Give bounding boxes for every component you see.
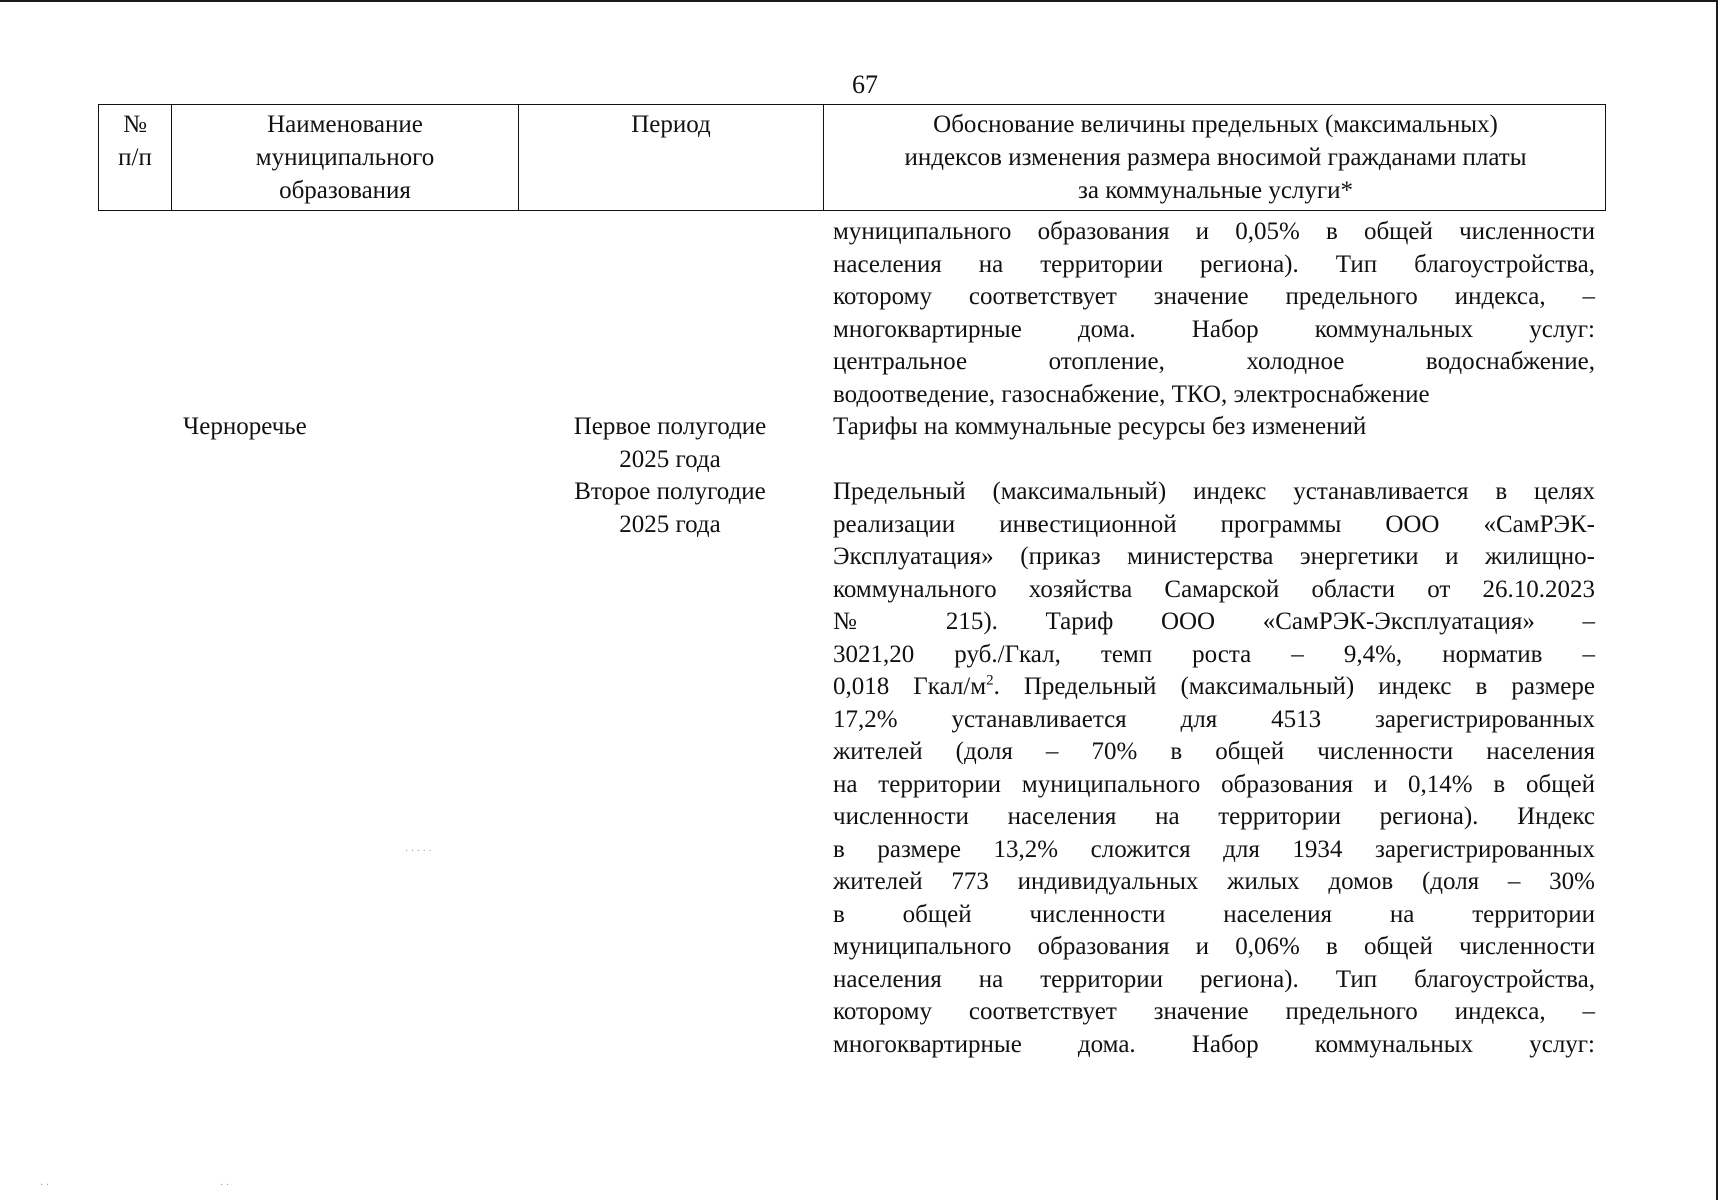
text-line: жителей (доля – 70% в общей численности населения: [833, 738, 1595, 765]
header-text: индексов изменения размера вносимой гражданами платы: [904, 144, 1527, 171]
text-line: 17,2% устанавливается для 4513 зарегистрированных: [833, 705, 1595, 733]
header-text: п/п: [118, 144, 152, 171]
page-number: 67: [852, 70, 878, 99]
first-half-justification: [833, 411, 1595, 444]
text-line: [833, 671, 1595, 704]
period-second-half: [540, 476, 800, 541]
text-line: муниципального образования и 0,06% в общей численности: [833, 933, 1595, 960]
text-line: многоквартирные дома. Набор коммунальных услуг:: [833, 315, 1595, 343]
header-text: №: [123, 111, 147, 138]
text-line: реализации инвестиционной программы ООО «СамРЭК-: [833, 510, 1595, 538]
text-line: коммунального хозяйства Самарской области от 26.10.2023: [833, 575, 1595, 603]
text-line: численности населения на территории региона). Индекс: [833, 803, 1595, 830]
text-line: населения на территории региона). Тип благоустройства,: [833, 965, 1595, 993]
text-line: Тарифы на коммунальные ресурсы без изменений: [833, 413, 1367, 440]
text-line: которому соответствует значение предельного индекса, –: [833, 998, 1595, 1025]
text-line: Предельный (максимальный) индекс устанавливается в целях: [833, 478, 1595, 505]
text-line: которому соответствует значение предельного индекса, –: [833, 283, 1595, 310]
municipality-name: Черноречье: [183, 413, 307, 440]
period-text: Второе полугодие: [574, 478, 766, 505]
scan-speck: · · · · ·: [405, 846, 432, 857]
text-fragment: 0,018 Гкал/м: [833, 673, 987, 700]
text-line: жителей 773 индивидуальных жилых домов (доля – 30%: [833, 868, 1595, 895]
header-text: за коммунальные услуги*: [1077, 177, 1354, 204]
text-line: многоквартирные дома. Набор коммунальных услуг:: [833, 1030, 1595, 1058]
scan-speck: · ·: [40, 1180, 50, 1191]
header-text: Обоснование величины предельных (максимальных): [933, 111, 1498, 138]
table-header: [98, 104, 1606, 211]
text-fragment: . Предельный (максимальный) индекс в размере: [993, 673, 1595, 700]
text-line: центральное отопление, холодное водоснабжение,: [833, 348, 1595, 375]
continuation-paragraph: [833, 216, 1595, 411]
header-col-justification: [823, 105, 1607, 210]
text-line: населения на территории региона). Тип благоустройства,: [833, 250, 1595, 278]
superscript: 2: [986, 672, 994, 689]
text-line: муниципального образования и 0,05% в общей численности: [833, 218, 1595, 245]
text-line: 3021,20 руб./Гкал, темп роста – 9,4%, норматив –: [833, 640, 1595, 668]
text-line: на территории муниципального образования и 0,14% в общей: [833, 770, 1595, 798]
text-line: № 215). Тариф ООО «СамРЭК-Эксплуатация» –: [833, 608, 1595, 635]
header-col-municipality: [171, 105, 518, 210]
text-line: Эксплуатация» (приказ министерства энергетики и жилищно-: [833, 543, 1595, 570]
period-text: 2025 года: [619, 445, 721, 473]
scan-speck: · ·: [220, 1180, 230, 1191]
period-first-half: [540, 411, 800, 476]
header-text: муниципального: [255, 144, 435, 171]
second-half-justification: [833, 476, 1595, 1061]
header-col-period: [518, 105, 823, 210]
text-line: в размере 13,2% сложится для 1934 зарегистрированных: [833, 835, 1595, 863]
period-text: Первое полугодие: [573, 413, 767, 440]
header-text: образования: [279, 177, 411, 204]
header-col-number: [99, 105, 171, 210]
scan-border-top: [0, 0, 1718, 2]
header-text: Период: [631, 111, 711, 138]
text-line: в общей численности населения на территории: [833, 900, 1595, 928]
header-text: Наименование: [267, 111, 423, 138]
text-line: водоотведение, газоснабжение, ТКО, электроснабжение: [833, 380, 1430, 408]
period-text: 2025 года: [619, 510, 721, 538]
